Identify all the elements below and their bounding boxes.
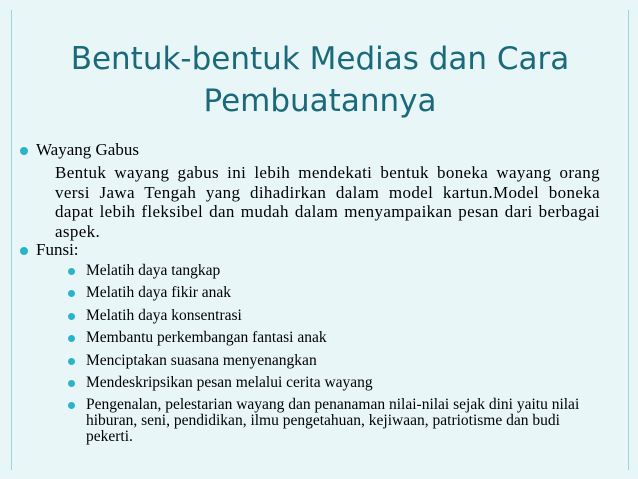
list-item-text: Melatih daya tangkap: [86, 262, 221, 279]
list-item-text: Mendeskripsikan pesan melalui cerita wayang: [86, 373, 373, 391]
bullet-label: Funsi:: [36, 240, 79, 259]
bullet-dot-icon: [68, 290, 75, 297]
bullet-dot-icon: [68, 402, 75, 409]
functions-list: [68, 263, 603, 452]
list-item-text: Melatih daya konsentrasi: [86, 306, 242, 324]
list-item-text: Membantu perkembangan fantasi anak: [86, 329, 327, 347]
list-item-text: Melatih daya fikir anak: [86, 284, 232, 302]
bullet-dot-icon: [68, 335, 75, 342]
bullet-dot-icon: [20, 247, 28, 255]
list-item: [68, 330, 603, 346]
list-item-text: Menciptakan suasana menyenangkan: [86, 351, 317, 369]
list-item: [68, 308, 603, 324]
list-item: [68, 263, 603, 279]
list-item: [68, 353, 603, 369]
bullet-label: Wayang Gabus: [36, 140, 139, 159]
list-item-text: Pengenalan, pelestarian wayang dan penanaman nilai-nilai sejak dini yaitu nilai hiburan, seni, pendidikan, ilmu pengetahuan, kejiwaan, patriotisme dan budi pekerti.: [86, 396, 580, 446]
bullet-dot-icon: [68, 380, 75, 387]
bullet-dot-icon: [68, 268, 75, 275]
bullet-dot-icon: [20, 147, 28, 155]
bullet-dot-icon: [68, 313, 75, 320]
bullet-dot-icon: [68, 358, 75, 365]
slide-title: Bentuk-bentuk Medias dan Cara Pembuatannya: [70, 41, 570, 119]
description-paragraph: Bentuk wayang gabus ini lebih mendekati bentuk boneka wayang orang versi Jawa Tengah yang dihadirkan dalam model kartun.Model boneka dapat lebih fleksibel dan mudah dalam menyampaikan pesan dari berbagai aspek.: [55, 163, 600, 242]
list-item: [68, 397, 603, 445]
list-item: [68, 375, 603, 391]
list-item: [68, 285, 603, 301]
